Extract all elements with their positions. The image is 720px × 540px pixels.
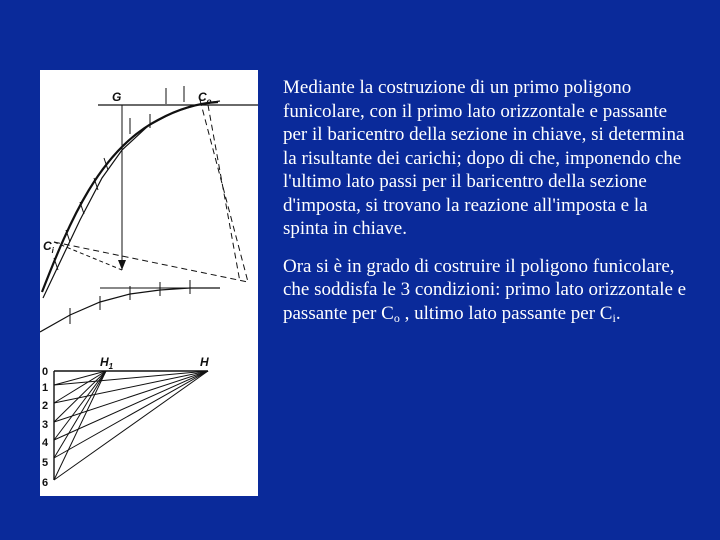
label-co: $C_o$ bbox=[198, 90, 212, 106]
force-rays-h bbox=[54, 371, 208, 480]
dashed-line-ci-2 bbox=[54, 242, 122, 270]
force-num-4: 4 bbox=[42, 437, 49, 449]
force-num-6: 6 bbox=[42, 477, 49, 489]
force-num-5: 5 bbox=[42, 457, 49, 469]
force-num-0: 0 bbox=[42, 366, 49, 378]
funicular-polygon-figure bbox=[40, 70, 258, 496]
force-num-3: 3 bbox=[42, 419, 49, 431]
dashed-line-right bbox=[208, 105, 240, 282]
label-g: G bbox=[112, 90, 122, 104]
dashed-line-diagonal bbox=[200, 100, 248, 282]
dashed-line-ci bbox=[54, 242, 248, 282]
force-num-2: 2 bbox=[42, 400, 49, 412]
label-h1: $H_1$ bbox=[100, 355, 114, 371]
label-ci: $C_i$ bbox=[43, 239, 54, 255]
paragraph-second-polygon: Ora si è in grado di costruire il poligono funicolare, che soddisfa le 3 condizioni: primo lato orizzontale e passante per $C_o$ , ultimo lato passante per $C_i$. bbox=[283, 255, 687, 325]
funicular-diagram bbox=[40, 70, 258, 496]
paragraph-first-polygon: Mediante la costruzione di un primo poligono funicolare, con il primo lato orizzontale e passante per il baricentro della sezione in chiave, si determina la risultante dei carichi; dopo di che, imponendo che l'ultimo lato passi per il baricentro della sezione d'imposta, si trovano la reazione all'imposta e la spinta in chiave. bbox=[283, 77, 685, 239]
force-rays-h1 bbox=[54, 371, 106, 480]
lower-ticks bbox=[70, 280, 190, 324]
explanation-text bbox=[283, 76, 693, 330]
force-num-1: 1 bbox=[42, 382, 49, 394]
load-ticks bbox=[54, 86, 184, 270]
label-h: H bbox=[200, 355, 209, 369]
funicular-polyline-1 bbox=[43, 101, 220, 298]
